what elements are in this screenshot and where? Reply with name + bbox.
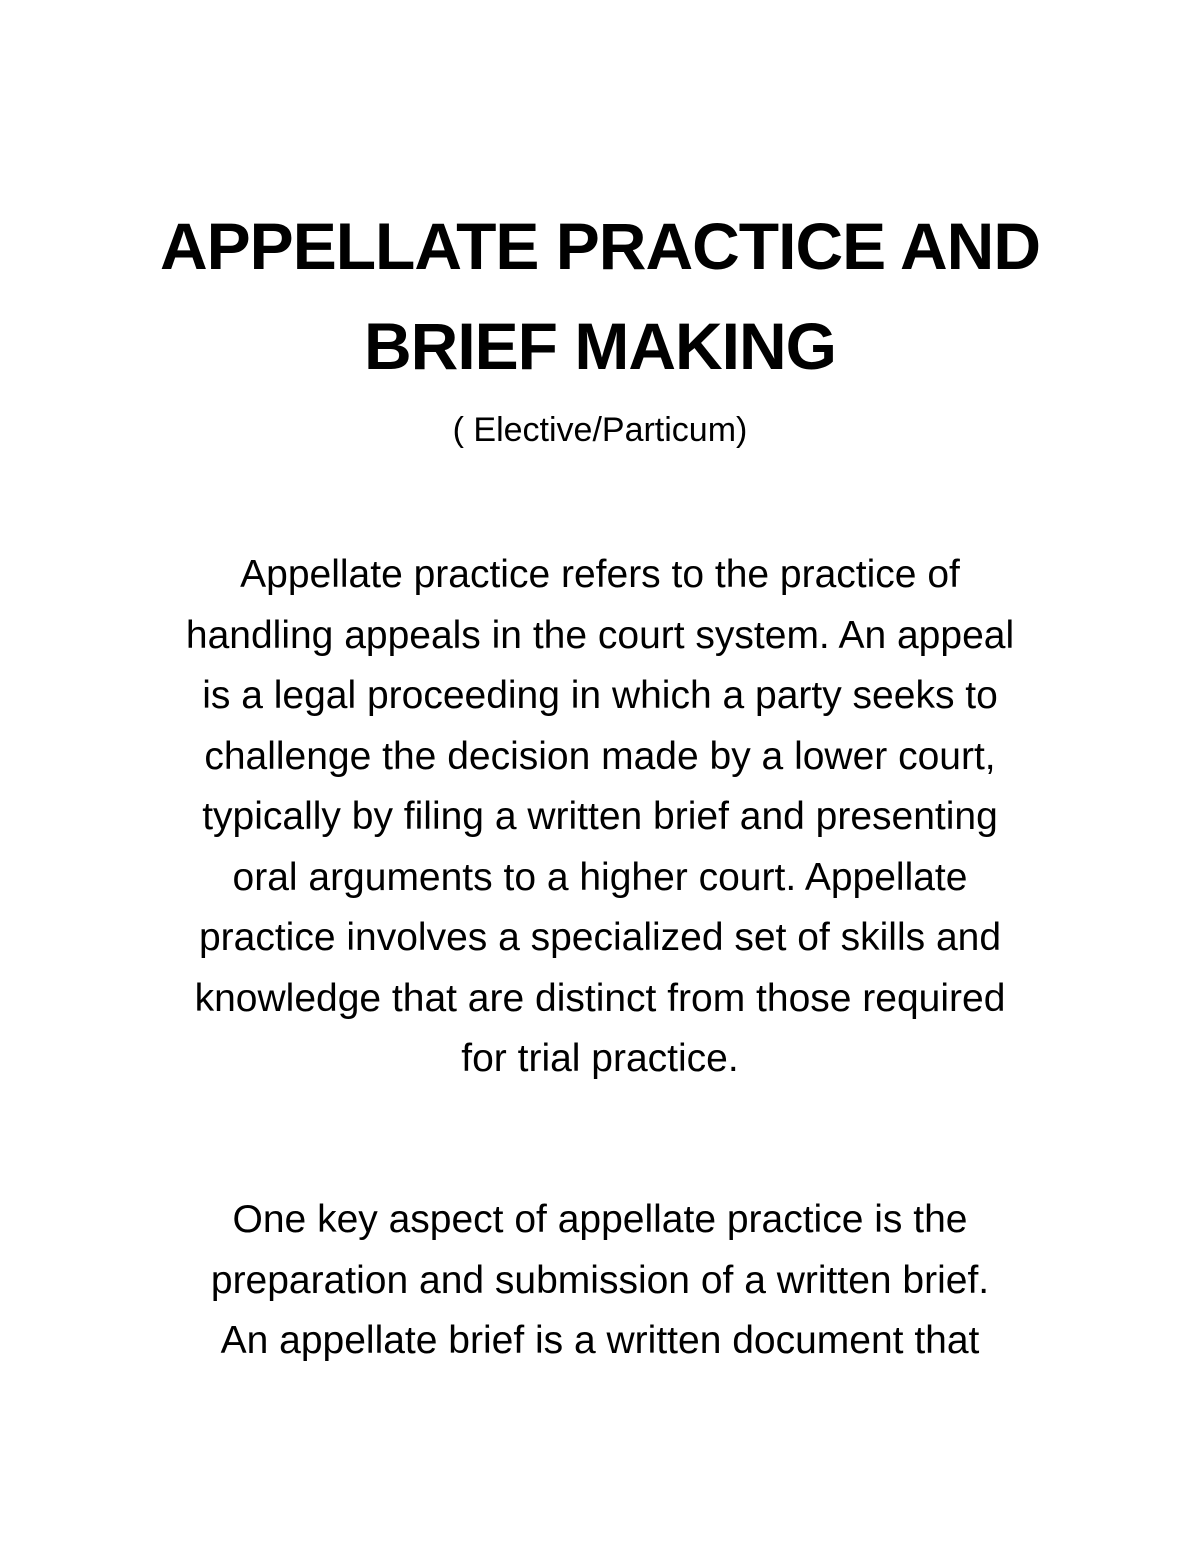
paragraph-line: preparation and submission of a written brief.	[210, 1258, 990, 1302]
body-paragraph-1	[100, 545, 1100, 1090]
paragraph-line: handling appeals in the court system. An appeal	[185, 613, 1015, 657]
paragraph-line: One key aspect of appellate practice is the	[232, 1198, 968, 1241]
paragraph-line: oral arguments to a higher court. Appellate	[232, 855, 968, 899]
document-title	[100, 196, 1100, 396]
document-subtitle: ( Elective/Particum)	[452, 411, 748, 449]
paragraph-line: typically by filing a written brief and presenting	[202, 795, 998, 838]
body-paragraph-2	[100, 1190, 1100, 1372]
paragraph-line: challenge the decision made by a lower court,	[204, 734, 996, 778]
paragraph-line: for trial practice.	[461, 1037, 739, 1080]
paragraph-line: Appellate practice refers to the practice of	[240, 553, 960, 596]
paragraph-line: practice involves a specialized set of skills and	[198, 916, 1002, 959]
paragraph-line: is a legal proceeding in which a party seeks to	[202, 674, 998, 717]
title-line: APPELLATE PRACTICE AND	[159, 209, 1041, 283]
title-line: BRIEF MAKING	[364, 309, 836, 383]
paragraph-line: An appellate brief is a written document that	[220, 1319, 980, 1362]
paragraph-line: knowledge that are distinct from those required	[194, 976, 1006, 1020]
